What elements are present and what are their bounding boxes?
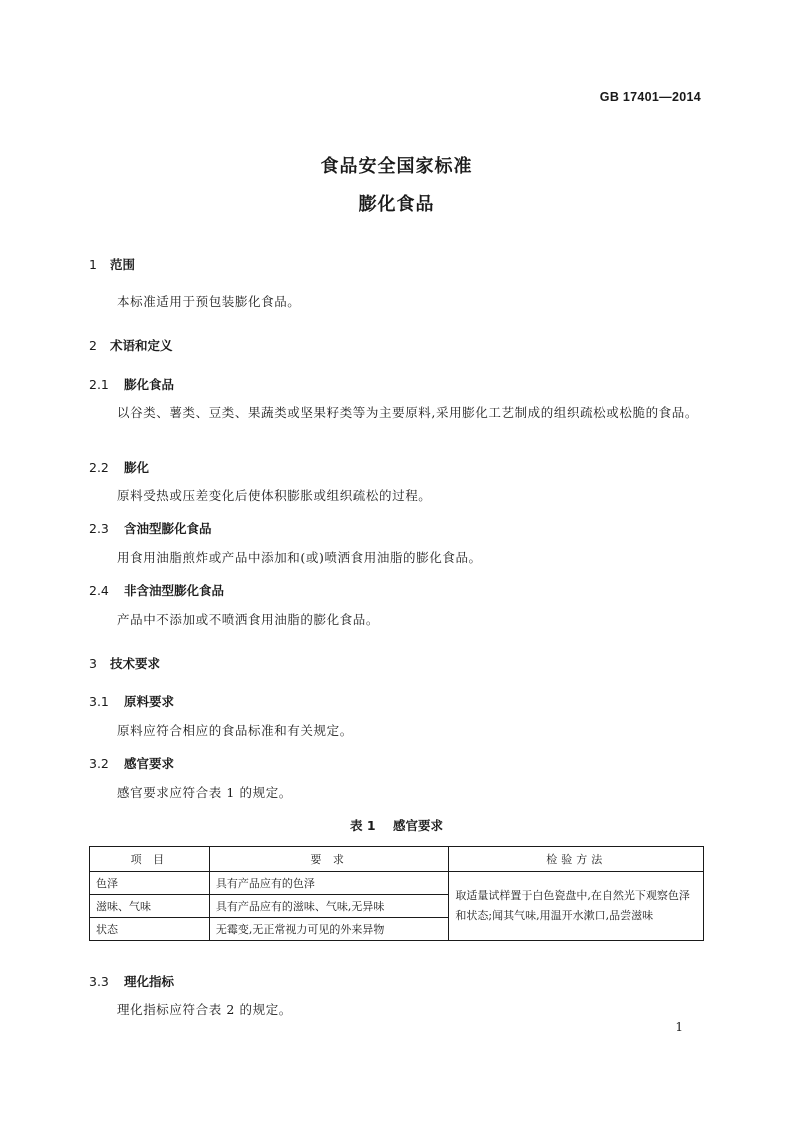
section-title: 原料要求 bbox=[124, 694, 175, 709]
section-heading-sensory bbox=[89, 754, 174, 772]
section-title: 技术要求 bbox=[110, 656, 161, 671]
section-title: 膨化食品 bbox=[124, 377, 175, 392]
section-title: 理化指标 bbox=[124, 974, 175, 989]
paragraph-non-oil-type: 产品中不添加或不喷洒食用油脂的膨化食品。 bbox=[117, 612, 380, 627]
paragraph-puffed-food: 以谷类、薯类、豆类、果蔬类或坚果籽类等为主要原料,采用膨化工艺制成的组织疏松或松脆的食品。 bbox=[117, 405, 698, 420]
table-row bbox=[90, 872, 704, 895]
section-number: 2.2 bbox=[89, 460, 109, 475]
table-cell-requirement: 无霉变,无正常视力可见的外来异物 bbox=[209, 918, 449, 941]
section-heading-non-oil-type bbox=[89, 581, 224, 599]
paragraph-sensory: 感官要求应符合表 1 的规定。 bbox=[117, 785, 292, 800]
table-cell-item: 滋味、气味 bbox=[90, 895, 210, 918]
section-heading-scope bbox=[89, 255, 135, 273]
table-cell-requirement: 具有产品应有的色泽 bbox=[209, 872, 449, 895]
table-cell-method: 取适量试样置于白色瓷盘中,在自然光下观察色泽和状态;闻其气味,用温开水漱口,品尝滋味 bbox=[449, 872, 704, 941]
section-title: 含油型膨化食品 bbox=[124, 521, 212, 536]
standard-code: GB 17401—2014 bbox=[599, 90, 701, 104]
section-number: 3.2 bbox=[89, 756, 109, 771]
table-cell-requirement: 具有产品应有的滋味、气味,无异味 bbox=[209, 895, 449, 918]
table-cell-item: 状态 bbox=[90, 918, 210, 941]
section-number: 3 bbox=[89, 656, 97, 671]
section-number: 1 bbox=[89, 257, 97, 272]
document-subtitle: 膨化食品 bbox=[358, 194, 435, 215]
section-title: 术语和定义 bbox=[110, 338, 173, 353]
section-number: 2.4 bbox=[89, 583, 109, 598]
section-heading-physicochemical bbox=[89, 972, 174, 990]
section-title: 非含油型膨化食品 bbox=[124, 583, 225, 598]
section-title: 范围 bbox=[110, 257, 136, 272]
paragraph-puffing: 原料受热或压差变化后使体积膨胀或组织疏松的过程。 bbox=[117, 488, 432, 503]
page-number: 1 bbox=[675, 1020, 683, 1034]
table-caption: 表 1 感官要求 bbox=[350, 818, 443, 833]
section-heading-puffing bbox=[89, 458, 149, 476]
section-title: 膨化 bbox=[124, 460, 150, 475]
section-heading-oil-type bbox=[89, 519, 212, 537]
document-title: 食品安全国家标准 bbox=[320, 156, 473, 177]
table-cell-item: 色泽 bbox=[90, 872, 210, 895]
section-heading-technical-requirements bbox=[89, 654, 160, 672]
paragraph-physicochemical: 理化指标应符合表 2 的规定。 bbox=[117, 1002, 292, 1017]
section-number: 3.1 bbox=[89, 694, 109, 709]
table-header-row bbox=[90, 847, 704, 872]
paragraph-scope: 本标准适用于预包装膨化食品。 bbox=[117, 294, 301, 309]
section-number: 3.3 bbox=[89, 974, 109, 989]
section-number: 2.1 bbox=[89, 377, 109, 392]
section-title: 感官要求 bbox=[124, 756, 175, 771]
section-number: 2 bbox=[89, 338, 97, 353]
table-header-cell: 检验方法 bbox=[449, 847, 704, 872]
sensory-requirements-table bbox=[89, 846, 704, 941]
section-heading-puffed-food bbox=[89, 375, 174, 393]
table-header-cell: 项 目 bbox=[90, 847, 210, 872]
section-number: 2.3 bbox=[89, 521, 109, 536]
section-heading-terms bbox=[89, 336, 173, 354]
section-heading-raw-materials bbox=[89, 692, 174, 710]
paragraph-oil-type: 用食用油脂煎炸或产品中添加和(或)喷洒食用油脂的膨化食品。 bbox=[117, 550, 482, 565]
table-header-cell: 要 求 bbox=[209, 847, 449, 872]
paragraph-raw-materials: 原料应符合相应的食品标准和有关规定。 bbox=[117, 723, 353, 738]
